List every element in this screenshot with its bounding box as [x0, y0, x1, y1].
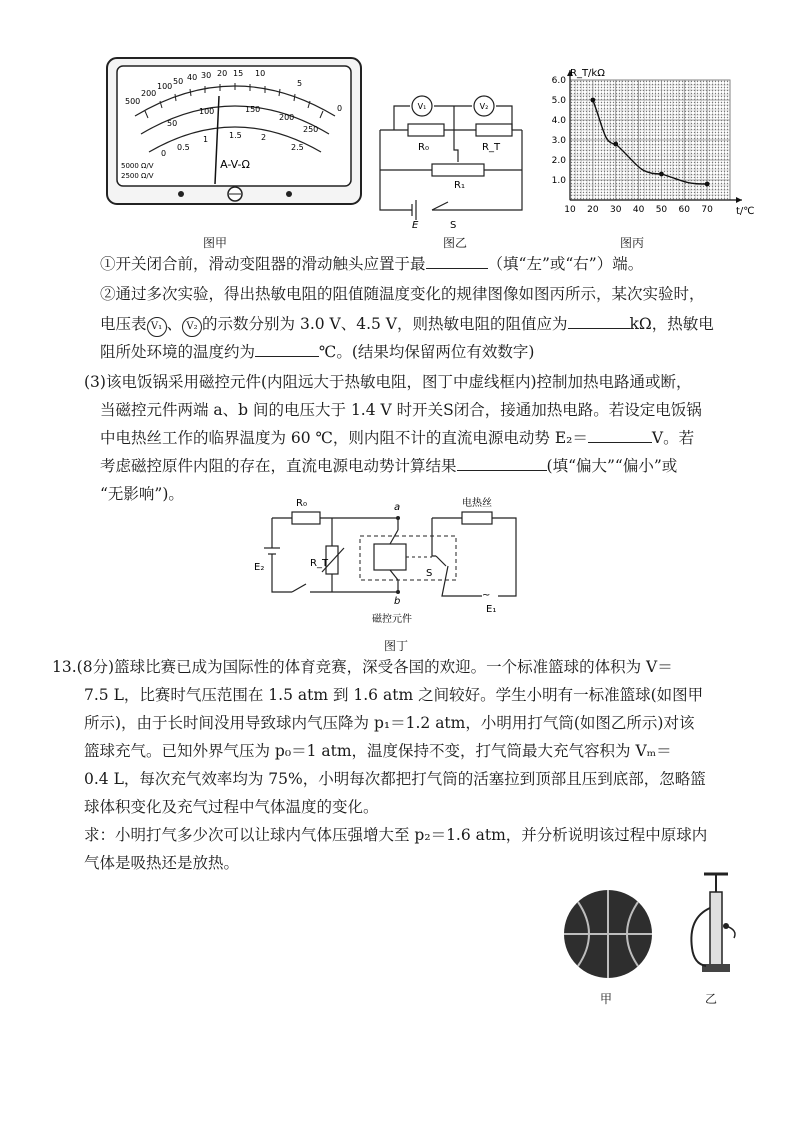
low-tick-0-5: 0.5	[177, 143, 190, 152]
p1-text-a: ①开关闭合前，滑动变阻器的滑动触头应置于最	[100, 255, 426, 273]
figure-bing-chart	[540, 62, 760, 222]
chart-x-tick-label: 30	[609, 205, 622, 215]
q13-line6: 球体积变化及充气过程中气体温度的变化。	[84, 798, 379, 816]
node-a-label: a	[394, 502, 401, 513]
blank-slider-position[interactable]	[426, 254, 488, 269]
chart-x-tick-label: 10	[564, 205, 576, 215]
p2-text-a: 电压表	[100, 315, 147, 333]
spec-line-2: 2500 Ω/V	[121, 172, 154, 180]
magnet-element-label: 磁控元件	[372, 614, 412, 625]
blank-bias[interactable]	[457, 456, 547, 471]
chart-x-tick-label: 70	[701, 205, 713, 215]
mid-tick-100: 100	[199, 107, 215, 116]
question-p2-line1: ②通过多次实验，得出热敏电阻的阻值随温度变化的规律图像如图丙所示，某次实验时，	[100, 285, 705, 303]
q13-line4: 篮球充气。已知外界气压为 p₀＝1 atm，温度保持不变，打气筒最大充气容积为 Vₘ＝	[84, 742, 672, 760]
ohm-tick-0: 0	[337, 104, 343, 113]
q13-ask-line1: 求：小明打气多少次可以让球内气体压强增大至 p₂＝1.6 atm，并分析说明该过程中原球内	[84, 826, 708, 844]
node-b-label: b	[394, 596, 401, 607]
q13-line2: 7.5 L，比赛时气压范围在 1.5 atm 到 1.6 atm 之间较好。学生小明有一标准篮球(如图甲	[84, 686, 704, 704]
p3-line3-a: 中电热丝工作的临界温度为 60 ℃，则内阻不计的直流电源电动势 E₂＝	[100, 429, 588, 447]
p2-line3-a: 阻所处环境的温度约为	[100, 343, 256, 361]
air-pump-icon	[680, 868, 740, 984]
q13-ask-line2: 气体是吸热还是放热。	[84, 854, 240, 872]
chart-x-axis-label: t/℃	[736, 206, 755, 217]
q13-line5: 0.4 L，每次充气效率均为 75%，小明每次都把打气筒的活塞拉到顶部且压到底部，忽略篮	[84, 770, 706, 788]
figure-bing-caption: 图丙	[620, 236, 645, 250]
ding-r0-label: R₀	[296, 498, 307, 509]
ding-rt-label: R_T	[310, 558, 329, 569]
mid-tick-50: 50	[167, 119, 178, 128]
blank-temperature[interactable]	[255, 342, 319, 357]
figure-yi-circuit	[372, 84, 532, 230]
e2-label: E₂	[254, 562, 265, 573]
v1-meter-label: V₁	[417, 102, 427, 111]
heater-label: 电热丝	[462, 498, 492, 509]
p2-line3-b: ℃。(结果均保留两位有效数字)	[319, 343, 535, 361]
mid-tick-150: 150	[245, 105, 261, 114]
ohm-tick-100: 100	[157, 82, 173, 91]
chart-y-tick-label: 3.0	[551, 136, 566, 146]
figure-jia-multimeter	[105, 56, 363, 216]
p3-line4-b: (填“偏大”“偏小”或	[546, 457, 678, 475]
basketball-caption: 甲	[600, 992, 613, 1006]
question-p2-line2	[100, 312, 714, 337]
mid-tick-200: 200	[279, 113, 295, 122]
chart-y-tick-label: 6.0	[551, 76, 566, 86]
ohm-tick-20: 20	[217, 69, 228, 78]
rt-label: R_T	[482, 142, 501, 153]
low-tick-2-5: 2.5	[291, 143, 304, 152]
spec-line-1: 5000 Ω/V	[121, 162, 154, 170]
multimeter-drawing	[105, 56, 363, 216]
pump-caption: 乙	[705, 992, 718, 1006]
low-tick-2: 2	[261, 133, 267, 142]
chart-x-tick-label: 50	[655, 205, 668, 215]
chart-data-point	[590, 98, 595, 103]
r0-label: R₀	[418, 142, 429, 153]
chart-x-tick-label: 60	[678, 205, 691, 215]
p1-text-b: （填“左”或“右”）端。	[487, 255, 644, 273]
low-tick-1: 1	[203, 135, 209, 144]
circuit-yi-drawing	[372, 84, 532, 230]
chart-data-point	[705, 182, 710, 187]
p2-sep: 、	[166, 315, 183, 333]
r1-label: R₁	[454, 180, 465, 191]
ac-source-symbol: ~	[482, 590, 491, 601]
chart-y-tick-label: 1.0	[551, 176, 566, 186]
mid-tick-250: 250	[303, 125, 319, 134]
p3-line4-a: 考虑磁控原件内阻的存在，直流电源电动势计算结果	[100, 457, 457, 475]
chart-data-point	[613, 142, 618, 147]
ohm-tick-15: 15	[233, 69, 244, 78]
blank-e2-value[interactable]	[588, 428, 652, 443]
basketball-icon	[560, 886, 656, 982]
figure-basketball	[560, 886, 656, 982]
chart-y-tick-label: 2.0	[551, 156, 566, 166]
question-p3-line1: (3)该电饭锅采用磁控元件(内阻远大于热敏电阻，图丁中虚线框内)控制加热电路通或断，	[84, 373, 692, 391]
chart-y-tick-label: 4.0	[551, 116, 566, 126]
chart-y-axis-label: R_T/kΩ	[570, 68, 605, 79]
e1-label: E₁	[486, 604, 497, 615]
ding-s-label: S	[426, 568, 433, 579]
rt-temperature-chart	[540, 62, 760, 222]
figure-ding-circuit	[252, 496, 530, 626]
ohm-tick-500: 500	[125, 97, 141, 106]
q13-line3: 所示)，由于长时间没用导致球内气压降为 p₁＝1.2 atm，小明用打气筒(如图乙所示)对该	[84, 714, 695, 732]
blank-rt-value[interactable]	[568, 314, 630, 329]
s-label: S	[450, 220, 457, 230]
chart-data-point	[659, 172, 664, 177]
question-p2-line3	[100, 340, 534, 364]
p2-text-c: kΩ，热敏电	[629, 315, 714, 333]
v2-circle-symbol: V₂	[182, 317, 202, 337]
ohm-tick-10: 10	[255, 69, 266, 78]
e-label: E	[412, 220, 419, 230]
v2-meter-label: V₂	[479, 102, 489, 111]
ohm-tick-30: 30	[201, 71, 212, 80]
low-tick-1-5: 1.5	[229, 131, 242, 140]
chart-x-arrow	[736, 197, 742, 203]
circuit-ding-drawing	[252, 496, 530, 626]
question-p1-line	[100, 252, 643, 276]
question-p3-line3	[100, 426, 694, 450]
question-p3-line4	[100, 454, 677, 478]
ohm-tick-200: 200	[141, 89, 157, 98]
question-p3-line2: 当磁控元件两端 a、b 间的电压大于 1.4 V 时开关S闭合，接通加热电路。若设定电饭锅	[100, 401, 702, 419]
p2-text-b: 的示数分别为 3.0 V、4.5 V，则热敏电阻的阻值应为	[202, 315, 568, 333]
p3-line3-b: V。若	[651, 429, 695, 447]
ohm-tick-5: 5	[297, 79, 303, 88]
chart-y-tick-label: 5.0	[551, 96, 566, 106]
figure-air-pump	[680, 868, 740, 984]
q13-line1: 13.(8分)篮球比赛已成为国际性的体育竞赛，深受各国的欢迎。一个标准篮球的体积为 V＝	[52, 658, 673, 676]
ohm-tick-50: 50	[173, 77, 184, 86]
v1-circle-symbol: V₁	[147, 317, 167, 337]
figure-yi-caption: 图乙	[443, 236, 468, 250]
meter-label: A-V-Ω	[220, 158, 250, 171]
ohm-tick-40: 40	[187, 73, 198, 82]
chart-x-tick-label: 20	[587, 205, 599, 215]
question-p3-line5: “无影响”)。	[100, 485, 184, 503]
figure-ding-caption: 图丁	[384, 639, 409, 653]
figure-jia-caption: 图甲	[203, 236, 228, 250]
chart-x-tick-label: 40	[632, 205, 645, 215]
low-tick-0: 0	[161, 149, 167, 158]
